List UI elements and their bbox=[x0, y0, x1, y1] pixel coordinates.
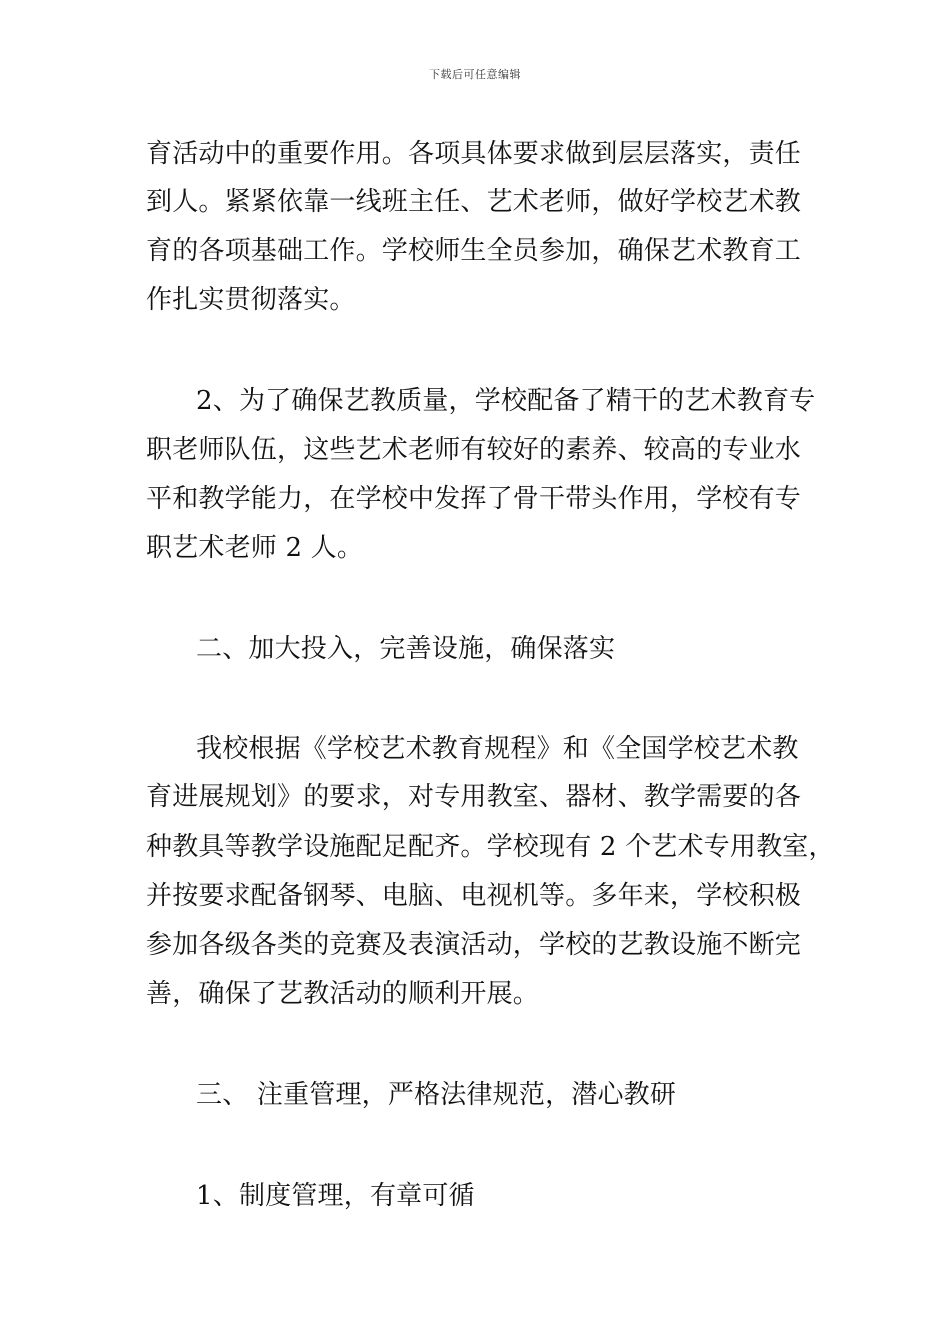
paragraph-line: 种教具等教学设施配足配齐。学校现有 2 个艺术专用教室， bbox=[146, 832, 835, 862]
paragraph-line: 职艺术老师 2 人。 bbox=[146, 533, 364, 563]
paragraph-line: 育的各项基础工作。学校师生全员参加，确保艺术教育工 bbox=[146, 236, 802, 266]
paragraph-line: 平和教学能力，在学校中发挥了骨干带头作用，学校有专 bbox=[146, 484, 802, 514]
section-heading: 二、加大投入，完善设施，确保落实 bbox=[196, 634, 616, 664]
paragraph-line: 并按要求配备钢琴、电脑、电视机等。多年来，学校积极 bbox=[146, 881, 802, 911]
header-note: 下载后可任意编辑 bbox=[429, 68, 521, 81]
paragraph-line: 善，确保了艺教活动的顺利开展。 bbox=[146, 979, 540, 1009]
paragraph-line: 参加各级各类的竞赛及表演活动，学校的艺教设施不断完 bbox=[146, 930, 802, 960]
paragraph-line: 作扎实贯彻落实。 bbox=[146, 285, 356, 315]
paragraph-line: 到人。紧紧依靠一线班主任、艺术老师，做好学校艺术教 bbox=[146, 187, 802, 217]
subsection-heading: 1、制度管理，有章可循 bbox=[196, 1181, 475, 1211]
paragraph-line: 育进展规划》的要求，对专用教室、器材、教学需要的各 bbox=[146, 782, 802, 812]
paragraph-line: 我校根据《学校艺术教育规程》和《全国学校艺术教 bbox=[196, 734, 799, 764]
paragraph-line: 职老师队伍，这些艺术老师有较好的素养、较高的专业水 bbox=[146, 435, 802, 465]
paragraph-line: 2、为了确保艺教质量，学校配备了精干的艺术教育专 bbox=[196, 386, 816, 416]
section-heading: 三、 注重管理，严格法律规范，潜心教研 bbox=[196, 1080, 677, 1110]
paragraph-line: 育活动中的重要作用。各项具体要求做到层层落实，责任 bbox=[146, 139, 802, 169]
